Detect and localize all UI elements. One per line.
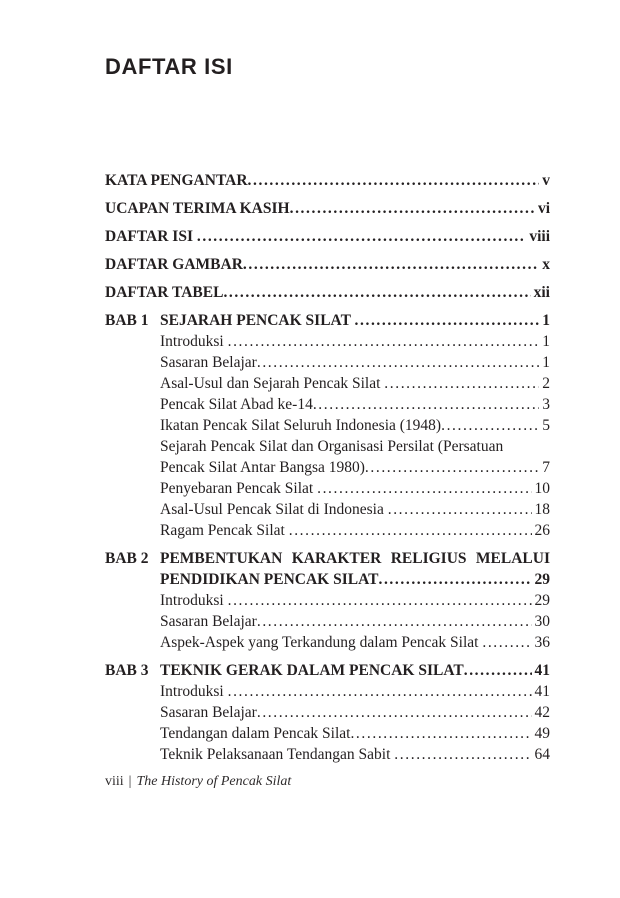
toc-entry-row xyxy=(160,520,550,541)
chapter-section xyxy=(105,660,550,765)
dot-leader xyxy=(464,660,532,681)
toc-page-number: 42 xyxy=(534,704,550,721)
chapter-title-line: PEMBENTUKAN KARAKTER RELIGIUS MELALUI xyxy=(160,550,550,567)
toc-entry xyxy=(160,681,550,702)
toc-entry-label: TEKNIK GERAK DALAM PENCAK SILAT xyxy=(160,662,464,679)
front-matter-row xyxy=(105,170,550,191)
front-matter-row xyxy=(105,198,550,219)
toc-entry-label: Aspek-Aspek yang Terkandung dalam Pencak Silat xyxy=(160,634,483,651)
toc-entry-row xyxy=(160,632,550,653)
chapter-title xyxy=(160,660,550,681)
dot-leader xyxy=(394,744,531,765)
toc-page-number: 41 xyxy=(534,683,550,700)
chapter-number: BAB 1 xyxy=(105,312,149,329)
dot-leader xyxy=(257,611,532,632)
toc-page-number: 7 xyxy=(542,459,550,476)
toc-entry-row xyxy=(160,331,550,352)
dot-leader xyxy=(378,569,531,590)
toc-page-number: 64 xyxy=(534,746,550,763)
dot-leader xyxy=(228,590,532,611)
toc-entry-label: Sasaran Belajar xyxy=(160,704,257,721)
toc-page-number: 41 xyxy=(534,662,550,679)
toc-entry-row xyxy=(160,457,550,478)
front-matter-row xyxy=(105,226,550,247)
toc-entry-label: Sasaran Belajar xyxy=(160,613,257,630)
toc-entry xyxy=(160,632,550,653)
dot-leader xyxy=(243,254,539,275)
chapter-number: BAB 2 xyxy=(105,550,149,567)
toc-entry-label: Asal-Usul Pencak Silat di Indonesia xyxy=(160,501,388,518)
toc-entry-label: Sasaran Belajar xyxy=(160,354,257,371)
toc-entry xyxy=(160,520,550,541)
toc-entry-label: Introduksi xyxy=(160,333,228,350)
dot-leader xyxy=(313,394,539,415)
toc-page-number: 1 xyxy=(542,354,550,371)
toc-entry-label: Ragam Pencak Silat xyxy=(160,522,289,539)
toc-entry xyxy=(160,478,550,499)
toc-entry-row xyxy=(160,499,550,520)
footer-separator: | xyxy=(128,774,132,789)
toc-entry-label: Asal-Usul dan Sejarah Pencak Silat xyxy=(160,375,385,392)
chapter-title-row xyxy=(160,569,550,590)
toc-entry-row xyxy=(160,352,550,373)
dot-leader xyxy=(350,723,531,744)
toc-entry xyxy=(160,611,550,632)
dot-leader xyxy=(289,520,532,541)
toc-page-number: 29 xyxy=(534,592,550,609)
toc-entry-row xyxy=(160,744,550,765)
toc-entry xyxy=(160,352,550,373)
toc-page-number: 18 xyxy=(534,501,550,518)
toc-entry-label: Teknik Pelaksanaan Tendangan Sabit xyxy=(160,746,395,763)
toc-entry-label: UCAPAN TERIMA KASIH xyxy=(105,200,290,217)
toc-entry-row xyxy=(160,478,550,499)
toc-page-number: 30 xyxy=(534,613,550,630)
chapter-entries xyxy=(160,590,550,653)
toc-entry-label: SEJARAH PENCAK SILAT xyxy=(160,312,355,329)
page-footer xyxy=(105,772,550,792)
toc-page-number: x xyxy=(542,256,550,273)
footer-book-title: The History of Pencak Silat xyxy=(136,774,292,789)
dot-leader xyxy=(223,282,530,303)
toc-entry-label: Introduksi xyxy=(160,592,228,609)
dot-leader xyxy=(388,499,532,520)
page-title: DAFTAR ISI xyxy=(105,54,233,79)
toc-entry-row xyxy=(160,681,550,702)
dot-leader xyxy=(365,457,539,478)
front-matter-list xyxy=(105,170,550,303)
toc-entry-line: Sejarah Pencak Silat dan Organisasi Persilat (Persatuan xyxy=(160,438,504,455)
toc-page-number: 1 xyxy=(542,312,550,329)
dot-leader xyxy=(257,352,539,373)
toc-entry-row xyxy=(160,394,550,415)
chapter-number: BAB 3 xyxy=(105,662,149,679)
toc-entry-row xyxy=(160,590,550,611)
toc-entry-row xyxy=(160,415,550,436)
chapter-heading xyxy=(105,548,550,590)
toc-entry xyxy=(160,499,550,520)
toc-entry-label: DAFTAR GAMBAR xyxy=(105,256,243,273)
toc-entry-label: Penyebaran Pencak Silat xyxy=(160,480,318,497)
chapter-entries xyxy=(160,681,550,765)
toc-entry xyxy=(160,415,550,436)
toc-page-number: 36 xyxy=(534,634,550,651)
dot-leader xyxy=(228,681,532,702)
toc-entry-label: DAFTAR TABEL xyxy=(105,284,224,301)
toc-entry-label: Tendangan dalam Pencak Silat xyxy=(160,725,351,742)
toc-page-number: viii xyxy=(529,228,550,245)
toc-entry xyxy=(160,744,550,765)
toc-entry xyxy=(160,436,550,478)
toc-entry-label: Ikatan Pencak Silat Seluruh Indonesia (1948) xyxy=(160,417,442,434)
toc-entry-row xyxy=(160,723,550,744)
toc-entry-row xyxy=(160,373,550,394)
chapter-title xyxy=(160,548,550,590)
toc-entry-label: DAFTAR ISI xyxy=(105,228,197,245)
chapter-list xyxy=(105,310,550,765)
toc-entry xyxy=(160,394,550,415)
chapter-title-row xyxy=(160,660,550,681)
chapter-heading xyxy=(105,660,550,681)
toc-page-number: 26 xyxy=(534,522,550,539)
toc-entry-label: Pencak Silat Abad ke-14 xyxy=(160,396,313,413)
toc-entry xyxy=(160,373,550,394)
toc-page-number: v xyxy=(542,172,550,189)
toc-entry xyxy=(160,723,550,744)
toc-page-number: xii xyxy=(533,284,550,301)
dot-leader xyxy=(290,198,535,219)
chapter-entries xyxy=(160,331,550,541)
toc-entry xyxy=(160,702,550,723)
toc-page-number: 2 xyxy=(542,375,550,392)
dot-leader xyxy=(317,478,531,499)
toc-page-number: 29 xyxy=(534,571,550,588)
toc-page-number: vi xyxy=(537,200,550,217)
toc-entry-row xyxy=(160,702,550,723)
dot-leader xyxy=(248,170,540,191)
toc-entry-label: KATA PENGANTAR xyxy=(105,172,248,189)
toc-entry xyxy=(160,331,550,352)
toc-entry xyxy=(160,590,550,611)
dot-leader xyxy=(482,632,531,653)
footer-page-number: viii xyxy=(105,774,124,789)
dot-leader xyxy=(197,226,526,247)
dot-leader xyxy=(441,415,539,436)
toc-entry-label: Pencak Silat Antar Bangsa 1980) xyxy=(160,459,365,476)
toc-page-number: 5 xyxy=(542,417,550,434)
toc-page-number: 10 xyxy=(534,480,550,497)
toc-entry-label: Introduksi xyxy=(160,683,228,700)
chapter-title xyxy=(160,310,550,331)
front-matter-row xyxy=(105,254,550,275)
front-matter-row xyxy=(105,282,550,303)
toc-entry-label: PENDIDIKAN PENCAK SILAT xyxy=(160,571,379,588)
toc-entry-row xyxy=(160,611,550,632)
toc-page-number: 1 xyxy=(542,333,550,350)
table-of-contents xyxy=(105,170,550,765)
dot-leader xyxy=(384,373,539,394)
toc-page-number: 3 xyxy=(542,396,550,413)
toc-page-number: 49 xyxy=(534,725,550,742)
dot-leader xyxy=(355,310,540,331)
dot-leader xyxy=(257,702,532,723)
chapter-title-row xyxy=(160,310,550,331)
chapter-heading xyxy=(105,310,550,331)
chapter-section xyxy=(105,310,550,541)
chapter-section xyxy=(105,548,550,653)
dot-leader xyxy=(228,331,540,352)
